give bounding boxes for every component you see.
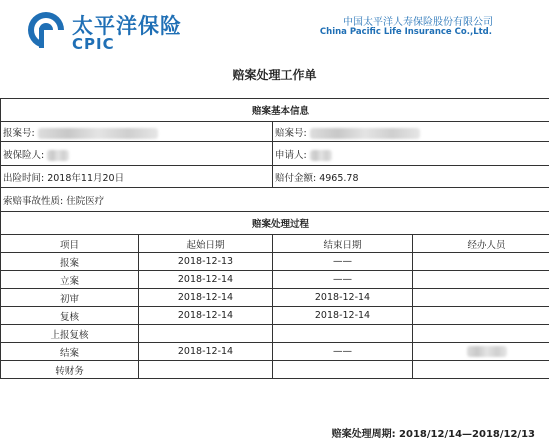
- handler-cell: [413, 271, 549, 289]
- insured-label: 被保险人:: [3, 149, 45, 161]
- end-cell: ——: [273, 253, 413, 271]
- handler-cell: [413, 361, 549, 379]
- handler-cell: [413, 289, 549, 307]
- redacted-value: [310, 128, 420, 139]
- claim-no-label: 赔案号:: [275, 127, 307, 139]
- cpic-logo-icon: [26, 10, 66, 50]
- table-row: [1, 361, 549, 379]
- col-header-handler: 经办人员: [413, 235, 549, 253]
- item-cell: 初审: [1, 289, 139, 307]
- claim-no-cell: [273, 122, 549, 142]
- basic-info-heading: 赔案基本信息: [1, 99, 549, 122]
- table-row: [1, 343, 549, 361]
- applicant-label: 申请人:: [275, 149, 307, 161]
- table-row: [1, 307, 549, 325]
- end-cell: ——: [273, 271, 413, 289]
- start-cell: 2018-12-13: [139, 253, 273, 271]
- col-header-start: 起始日期: [139, 235, 273, 253]
- end-cell: [273, 325, 413, 343]
- start-cell: [139, 361, 273, 379]
- table-row: [1, 325, 549, 343]
- redacted-value: [47, 150, 69, 161]
- document-header: [0, 0, 549, 62]
- applicant-cell: [273, 142, 549, 166]
- handler-cell: [413, 325, 549, 343]
- document-title: 赔案处理工作单: [232, 68, 317, 82]
- handler-cell: [413, 307, 549, 325]
- table-row: [1, 271, 549, 289]
- item-cell: 报案: [1, 253, 139, 271]
- claim-cycle-footer: 赔案处理周期: 2018/12/14—2018/12/13: [331, 429, 535, 440]
- end-cell: 2018-12-14: [273, 307, 413, 325]
- redacted-value: [310, 150, 332, 161]
- item-cell: 结案: [1, 343, 139, 361]
- table-row: [1, 289, 549, 307]
- claim-worksheet-table: [0, 98, 549, 379]
- report-no-label: 报案号:: [3, 127, 35, 139]
- start-cell: [139, 325, 273, 343]
- process-heading: 赔案处理过程: [1, 212, 549, 235]
- insured-cell: [1, 142, 273, 166]
- brand-name-en: CPIC: [72, 35, 115, 53]
- item-cell: 立案: [1, 271, 139, 289]
- report-no-cell: [1, 122, 273, 142]
- handler-cell: [413, 253, 549, 271]
- company-name-en: China Pacific Life Insurance Co.,Ltd.: [319, 27, 492, 37]
- claim-nature: 索赔事故性质: 住院医疗: [1, 188, 549, 212]
- redacted-value: [467, 346, 507, 357]
- company-name-cn: 中国太平洋人寿保险股份有限公司: [343, 17, 493, 28]
- col-header-item: 项目: [1, 235, 139, 253]
- brand-name-cn: 太平洋保险: [72, 14, 182, 38]
- item-cell: 上报复核: [1, 325, 139, 343]
- start-cell: 2018-12-14: [139, 289, 273, 307]
- table-row: [1, 253, 549, 271]
- start-cell: 2018-12-14: [139, 271, 273, 289]
- start-cell: 2018-12-14: [139, 343, 273, 361]
- item-cell: 复核: [1, 307, 139, 325]
- redacted-value: [38, 128, 158, 139]
- accident-time: 出险时间: 2018年11月20日: [1, 166, 273, 188]
- end-cell: 2018-12-14: [273, 289, 413, 307]
- item-cell: 转财务: [1, 361, 139, 379]
- end-cell: ——: [273, 343, 413, 361]
- pay-amount: 赔付金额: 4965.78: [273, 166, 549, 188]
- handler-cell: [413, 343, 549, 361]
- start-cell: 2018-12-14: [139, 307, 273, 325]
- col-header-end: 结束日期: [273, 235, 413, 253]
- end-cell: [273, 361, 413, 379]
